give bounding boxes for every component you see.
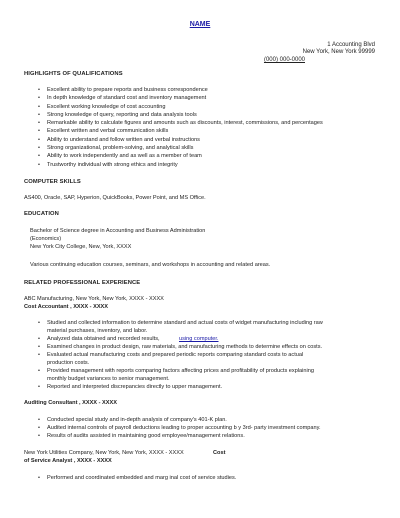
job3-item-1: Performed and coordinated embedded and marg inal cost of service studies.: [47, 475, 237, 481]
job1-item-6: Reported and interpreted discrepancies directly to upper management.: [47, 384, 223, 390]
job1-bullet-3: •: [38, 344, 40, 350]
job1-bullet-5: •: [38, 368, 40, 374]
section-title-computer-skills: COMPUTER SKILLS: [24, 179, 81, 185]
job1-company: ABC Manufacturing, New York, New York, XXXX - XXXX: [24, 296, 164, 302]
job3-bullet-1: •: [38, 475, 40, 481]
job1-item-1a: Studied and collected information to determine standard and actual costs of widget manufacturing including raw: [47, 320, 323, 326]
job1-bullet-2: •: [38, 336, 40, 342]
job1-item-4a: Evaluated actual manufacturing costs and prepared periodic reports comparing standard costs to actual: [47, 352, 304, 358]
job1-bullet-4: •: [38, 352, 40, 358]
address-line-1: 1 Accounting Blvd: [327, 42, 375, 48]
address-line-2: New York, New York 99999: [302, 49, 375, 55]
list-item: • Remarkable ability to calculate figures and amounts such as discounts, interest, commissions, and percentages: [38, 119, 323, 127]
list-item: • Ability to work independently and as well as a member of team: [38, 152, 323, 160]
education-school: New York City College, New, York, XXXX: [30, 244, 132, 250]
job1-item-4b: production costs.: [47, 360, 90, 366]
job2-bullet-2: •: [38, 425, 40, 431]
list-item: • In depth knowledge of standard cost and inventory management: [38, 94, 323, 102]
computer-skills-text: AS400, Oracle, SAP, Hyperion, QuickBooks, Power Point, and MS Office.: [24, 195, 206, 201]
job1-role: Cost Accountant , XXXX - XXXX: [24, 304, 109, 310]
job1-item-3: Examined changes in product design, raw materials, and manufacturing methods to determine effects on costs.: [47, 344, 323, 350]
job2-bullet-3: •: [38, 433, 40, 439]
candidate-name[interactable]: NAME: [189, 21, 211, 28]
list-item: • Strong organizational, problem-solving, and analytical skills: [38, 144, 323, 152]
section-title-highlights: HIGHLIGHTS OF QUALIFICATIONS: [24, 71, 123, 77]
section-title-experience: RELATED PROFESSIONAL EXPERIENCE: [24, 280, 141, 286]
education-degree: Bachelor of Science degree in Accounting and Business Administration: [30, 228, 206, 234]
job1-item-1b: material purchases, inventory, and labor.: [47, 328, 148, 334]
list-item: • Strong knowledge of query, reporting and data analysis tools: [38, 111, 323, 119]
job3-role-part2: of Service Analyst , XXXX - XXXX: [24, 458, 112, 464]
job1-item-2: Analyzed data obtained and recorded results,: [47, 336, 160, 342]
education-minor: (Economics): [30, 236, 62, 242]
job2-item-1: Conducted special study and in-depth analysis of company's 401-K plan.: [47, 417, 227, 423]
highlights-list: [38, 86, 323, 169]
using-computer-link[interactable]: using computer.: [179, 336, 219, 342]
job2-role: Auditing Consultant , XXXX - XXXX: [24, 400, 117, 406]
job2-item-2: Audited internal controls of payroll deductions leading to proper accounting b y 3rd- party investment company.: [47, 425, 321, 431]
phone-number: (000) 000-0000: [263, 57, 305, 63]
job2-item-3: Results of audits assisted in maintaining good employee/management relations.: [47, 433, 245, 439]
job1-bullet-1: •: [38, 320, 40, 326]
section-title-education: EDUCATION: [24, 211, 59, 217]
job3-company: New York Utilities Company, New York, New York, XXXX - XXXX: [24, 450, 184, 456]
list-item: • Excellent written and verbal communication skills: [38, 127, 323, 135]
job2-bullet-1: •: [38, 417, 40, 423]
list-item: • Trustworthy individual with strong ethics and integrity: [38, 161, 323, 169]
job3-role-part1: Cost: [213, 450, 226, 456]
list-item: • Excellent ability to prepare reports and business correspondence: [38, 86, 323, 94]
job1-bullet-6: •: [38, 384, 40, 390]
list-item: • Ability to understand and follow written and verbal instructions: [38, 136, 323, 144]
education-courses: Various continuing education courses, seminars, and workshops in accounting and related areas.: [30, 262, 271, 268]
job1-item-5a: Provided management with reports comparing factors affecting prices and profitability of products explaining: [47, 368, 314, 374]
job1-item-5b: monthly budget variances to senior management.: [47, 376, 170, 382]
list-item: • Excellent working knowledge of cost accounting: [38, 103, 323, 111]
